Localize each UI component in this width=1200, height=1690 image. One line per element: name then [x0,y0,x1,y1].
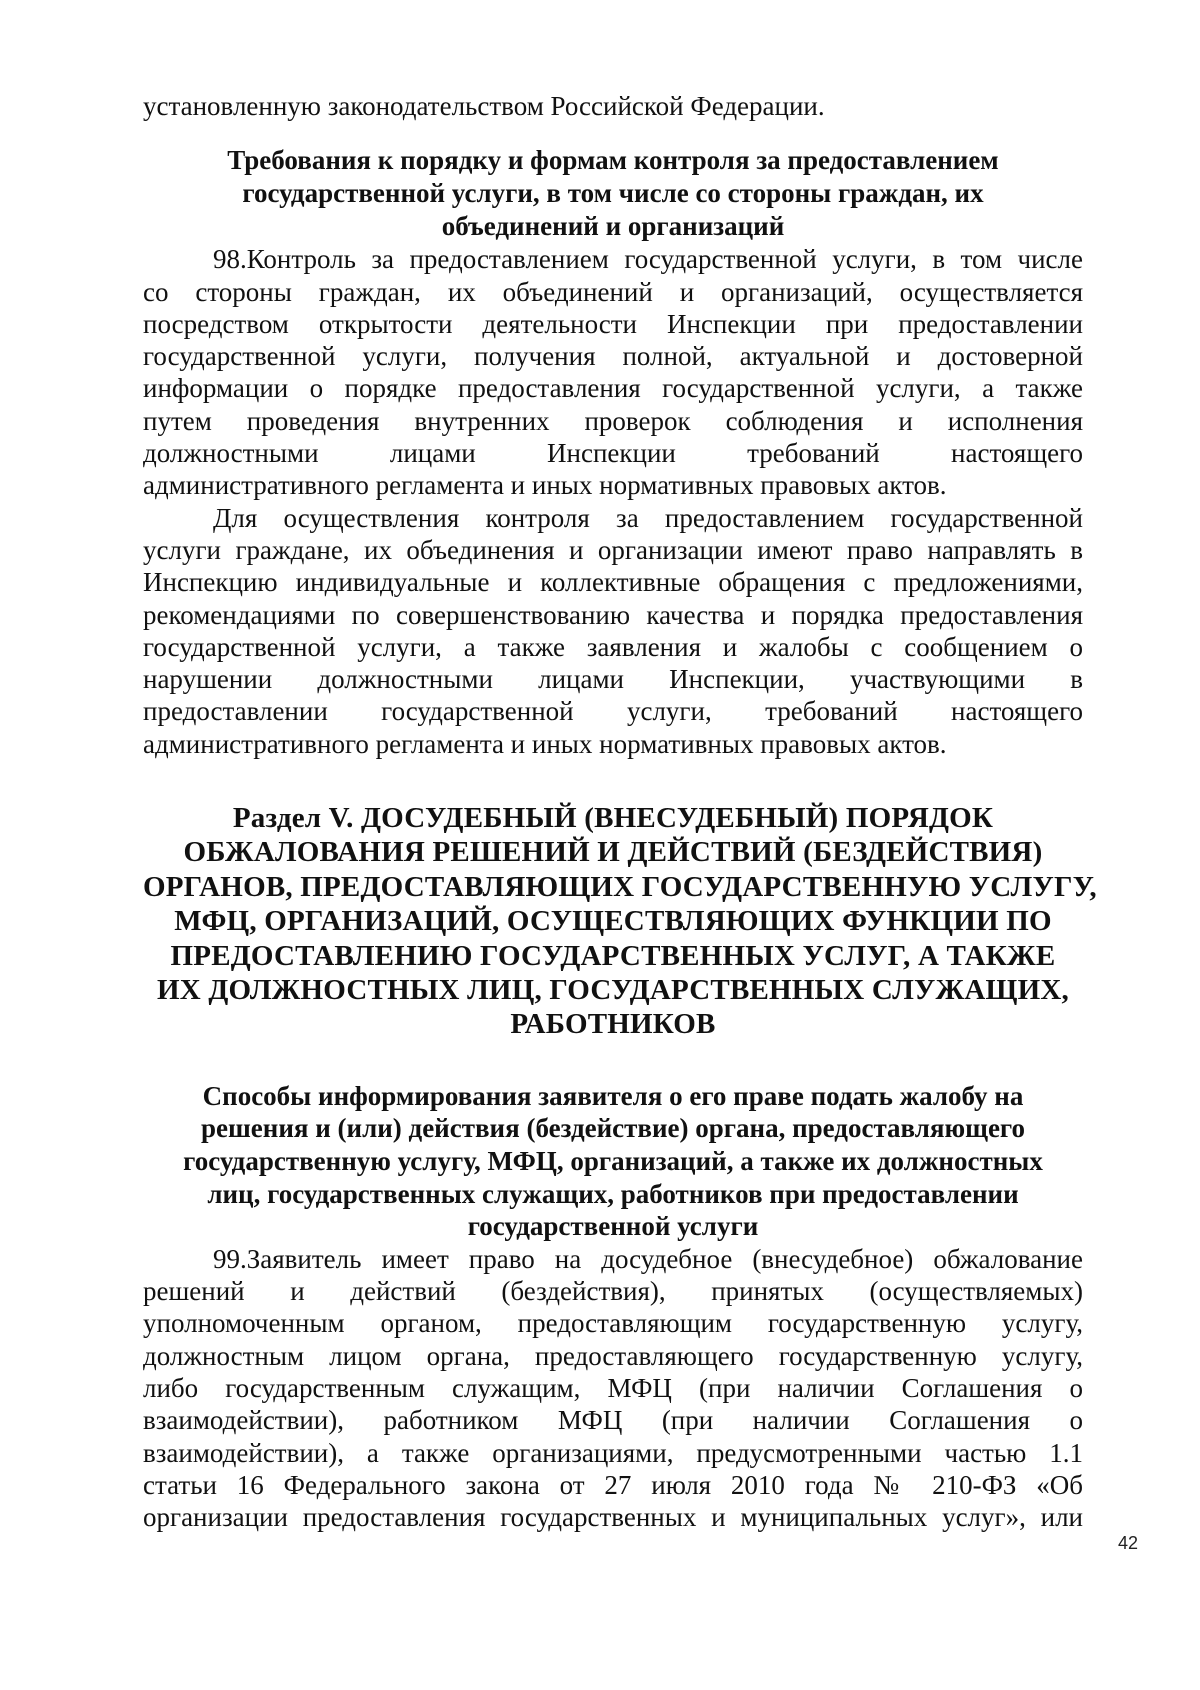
text-line: государственной услуги, получения полной, актуальной и достоверной [143,341,1083,372]
text-line: решений и действий (бездействия), принятых (осуществляемых) [143,1276,1083,1307]
heading-control-requirements [143,144,1083,243]
text-line: государственной услуги, а также заявления и жалобы с сообщением о [143,631,1083,662]
text-line: уполномоченным органом, предоставляющим государственную услугу, [143,1308,1083,1339]
heading-line: лиц, государственных служащих, работников при предоставлении [207,1178,1019,1209]
heading-line: государственной услуги, в том числе со стороны граждан, их [242,178,984,209]
heading-line: Требования к порядку и формам контроля за предоставлением [227,145,999,176]
text-line: Для осуществления контроля за предоставлением государственной [213,502,1083,533]
heading-line: государственной услуги [467,1211,759,1242]
heading-line: ИХ ДОЛЖНОСТНЫХ ЛИЦ, ГОСУДАРСТВЕННЫХ СЛУЖАЩИХ, [157,974,1069,1007]
text-line: информации о порядке предоставления государственной услуги, а также [143,373,1083,404]
text-line: 99.Заявитель имеет право на досудебное (внесудебное) обжалование [213,1243,1083,1274]
heading-line: Раздел V. ДОСУДЕБНЫЙ (ВНЕСУДЕБНЫЙ) ПОРЯДОК [232,802,994,835]
text-line: нарушении должностными лицами Инспекции, участвующими в [143,664,1083,695]
text-line: рекомендациями по совершенствованию качества и порядка предоставления [143,599,1083,630]
heading-line: МФЦ, ОРГАНИЗАЦИЙ, ОСУЩЕСТВЛЯЮЩИХ ФУНКЦИИ ПО [174,905,1052,938]
paragraph-98 [143,243,1083,501]
heading-line: государственную услугу, МФЦ, организаций, а также их должностных [183,1146,1043,1177]
text-line: должностными лицами Инспекции требований настоящего [143,438,1083,469]
text-line: 98.Контроль за предоставлением государственной услуги, в том числе [213,244,1083,275]
heading-line: РАБОТНИКОВ [510,1008,716,1041]
text-line: предоставлении государственной услуги, требований настоящего [143,696,1083,727]
text-line: посредством открытости деятельности Инспекции при предоставлении [143,308,1083,339]
text-line: должностным лицом органа, предоставляющего государственную услугу, [143,1340,1083,1371]
text-line: административного регламента и иных нормативных правовых актов. [143,728,947,759]
section-v-heading [143,801,1097,1042]
text-line: со стороны граждан, их объединений и организаций, осуществляется [143,276,1083,307]
text-line: статьи 16 Федерального закона от 27 июля 2010 года № 210-ФЗ «Об [143,1469,1083,1500]
paragraph-99 [143,1243,1083,1534]
text-line: взаимодействии), а также организациями, предусмотренными частью 1.1 [143,1437,1083,1468]
heading-complaint-methods [143,1080,1083,1243]
document-page [143,90,1097,1534]
text-line: взаимодействии), работником МФЦ (при наличии Соглашения о [143,1405,1083,1436]
text-line: путем проведения внутренних проверок соблюдения и исполнения [143,405,1083,436]
heading-line: объединений и организаций [441,211,785,242]
heading-line: ПРЕДОСТАВЛЕНИЮ ГОСУДАРСТВЕННЫХ УСЛУГ, А ТАКЖЕ [170,939,1056,972]
intro-line: установленную законодательством Российской Федерации. [143,91,825,121]
heading-line: ОРГАНОВ, ПРЕДОСТАВЛЯЮЩИХ ГОСУДАРСТВЕННУЮ УСЛУГУ, [143,870,1097,903]
text-line: услуги граждане, их объединения и организации имеют право направлять в [143,534,1083,565]
text-line: Инспекцию индивидуальные и коллективные обращения с предложениями, [143,567,1083,598]
heading-line: ОБЖАЛОВАНИЯ РЕШЕНИЙ И ДЕЙСТВИЙ (БЕЗДЕЙСТВИЯ) [183,836,1043,869]
page-number: 42 [1118,1533,1139,1553]
text-line: либо государственным служащим, МФЦ (при наличии Соглашения о [143,1373,1083,1404]
heading-line: решения и (или) действия (бездействие) органа, предоставляющего [200,1113,1026,1144]
text-line: организации предоставления государственных и муниципальных услуг», или [143,1502,1083,1533]
text-line: административного регламента и иных нормативных правовых актов. [143,470,947,501]
paragraph-control-rights [143,502,1083,760]
heading-line: Способы информирования заявителя о его праве подать жалобу на [202,1080,1024,1111]
